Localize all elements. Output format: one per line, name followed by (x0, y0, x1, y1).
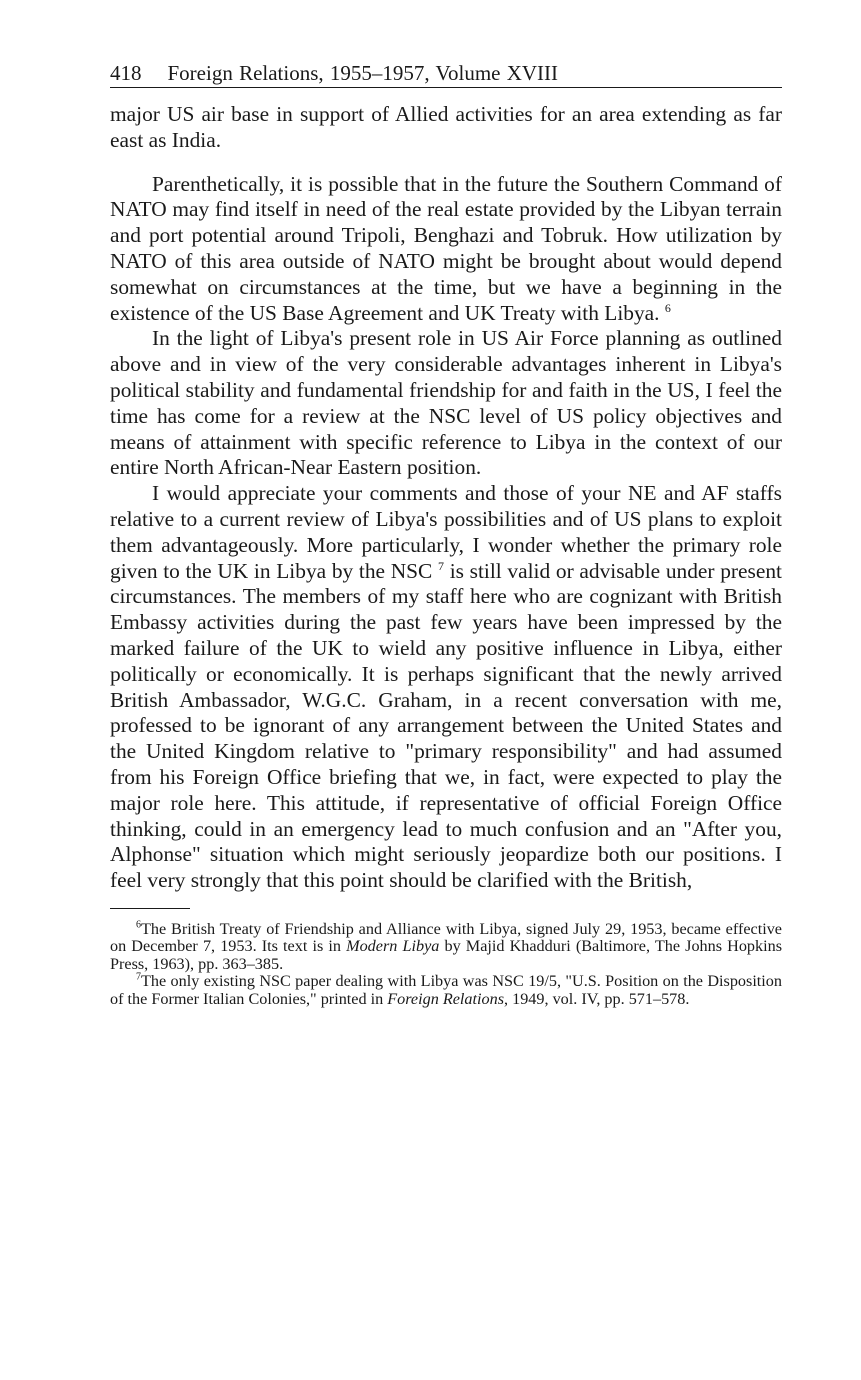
paragraph-text: is still valid or advisable under present circumstances. The members of my staff here who are cognizant with British Embassy activities during the past few years have been impressed by the marked failure of the UK to wield any positive influence in Libya, either politically or economically. It is perhaps significant that the newly arrived British Ambassador, W.G.C. Graham, in a recent conversation with me, professed to be ignorant of any arrangement between the United States and the United Kingdom relative to "primary responsibility" and had assumed from his Foreign Office briefing that we, in fact, were expected to play the major role here. This attitude, if representative of official Foreign Office thinking, could in an emergency lead to much confusion and an "After you, Alphonse" situation which might seriously jeopardize both our positions. I feel very strongly that this point should be clarified with the British, (110, 558, 782, 893)
footnote-number: 7 (136, 971, 141, 983)
footnote-text: The only existing NSC paper dealing with Libya was NSC 19/5, "U.S. Position on the Disposition of the Former Italian Colonies," printed in (110, 972, 782, 1008)
body-text (110, 102, 782, 894)
document-page (110, 60, 782, 1008)
footnote-text: by Majid Khadduri (Baltimore, The Johns Hopkins Press, 1963), pp. 363–385. (110, 937, 783, 973)
footnote-cited-title: Modern Libya (346, 937, 440, 956)
paragraph (110, 172, 782, 327)
paragraph-text: major US air base in support of Allied activities for an area extending as far east as India. (110, 102, 782, 152)
paragraph-continued (110, 102, 782, 154)
footnote-reference: 7 (438, 558, 445, 573)
paragraph (110, 481, 782, 894)
footnote-cited-title: Foreign Relations (387, 989, 504, 1008)
footnote (110, 921, 782, 973)
footnote-reference: 6 (664, 300, 671, 315)
paragraph-text: I would appreciate your comments and those of your NE and AF staffs relative to a current review of Libya's possibilities and of US plans to exploit them advantageously. More particularly, I wonder whether the primary role given to the UK in Libya by the NSC (110, 481, 782, 583)
footnote-divider (110, 908, 190, 909)
footnote-text: , 1949, vol. IV, pp. 571–578. (504, 989, 690, 1008)
footnote-text: The British Treaty of Friendship and Alliance with Libya, signed July 29, 1953, became effective on December 7, 1953. Its text is in (110, 919, 782, 956)
running-head (110, 60, 782, 88)
page-number: 418 (110, 61, 142, 85)
footnote (110, 973, 782, 1008)
running-head-title: Foreign Relations, 1955–1957, Volume XVIII (167, 61, 559, 85)
footnotes (110, 921, 782, 1008)
footnote-number: 6 (136, 919, 141, 931)
paragraph-text: Parenthetically, it is possible that in the future the Southern Command of NATO may find itself in need of the real estate provided by the Libyan terrain and port potential around Tripoli, Benghazi and Tobruk. How utilization by NATO of this area outside of NATO might be brought about would depend somewhat on circumstances at the time, but we have a beginning in the existence of the US Base Agreement and UK Treaty with Libya. (110, 171, 782, 325)
paragraph (110, 326, 782, 481)
paragraph-text: In the light of Libya's present role in US Air Force planning as outlined above and in view of the very considerable advantages inherent in Libya's political stability and fundamental friendship for and faith in the US, I feel the time has come for a review at the NSC level of US policy objectives and means of attainment with specific reference to Libya in the context of our entire North African-Near Eastern position. (110, 326, 782, 480)
